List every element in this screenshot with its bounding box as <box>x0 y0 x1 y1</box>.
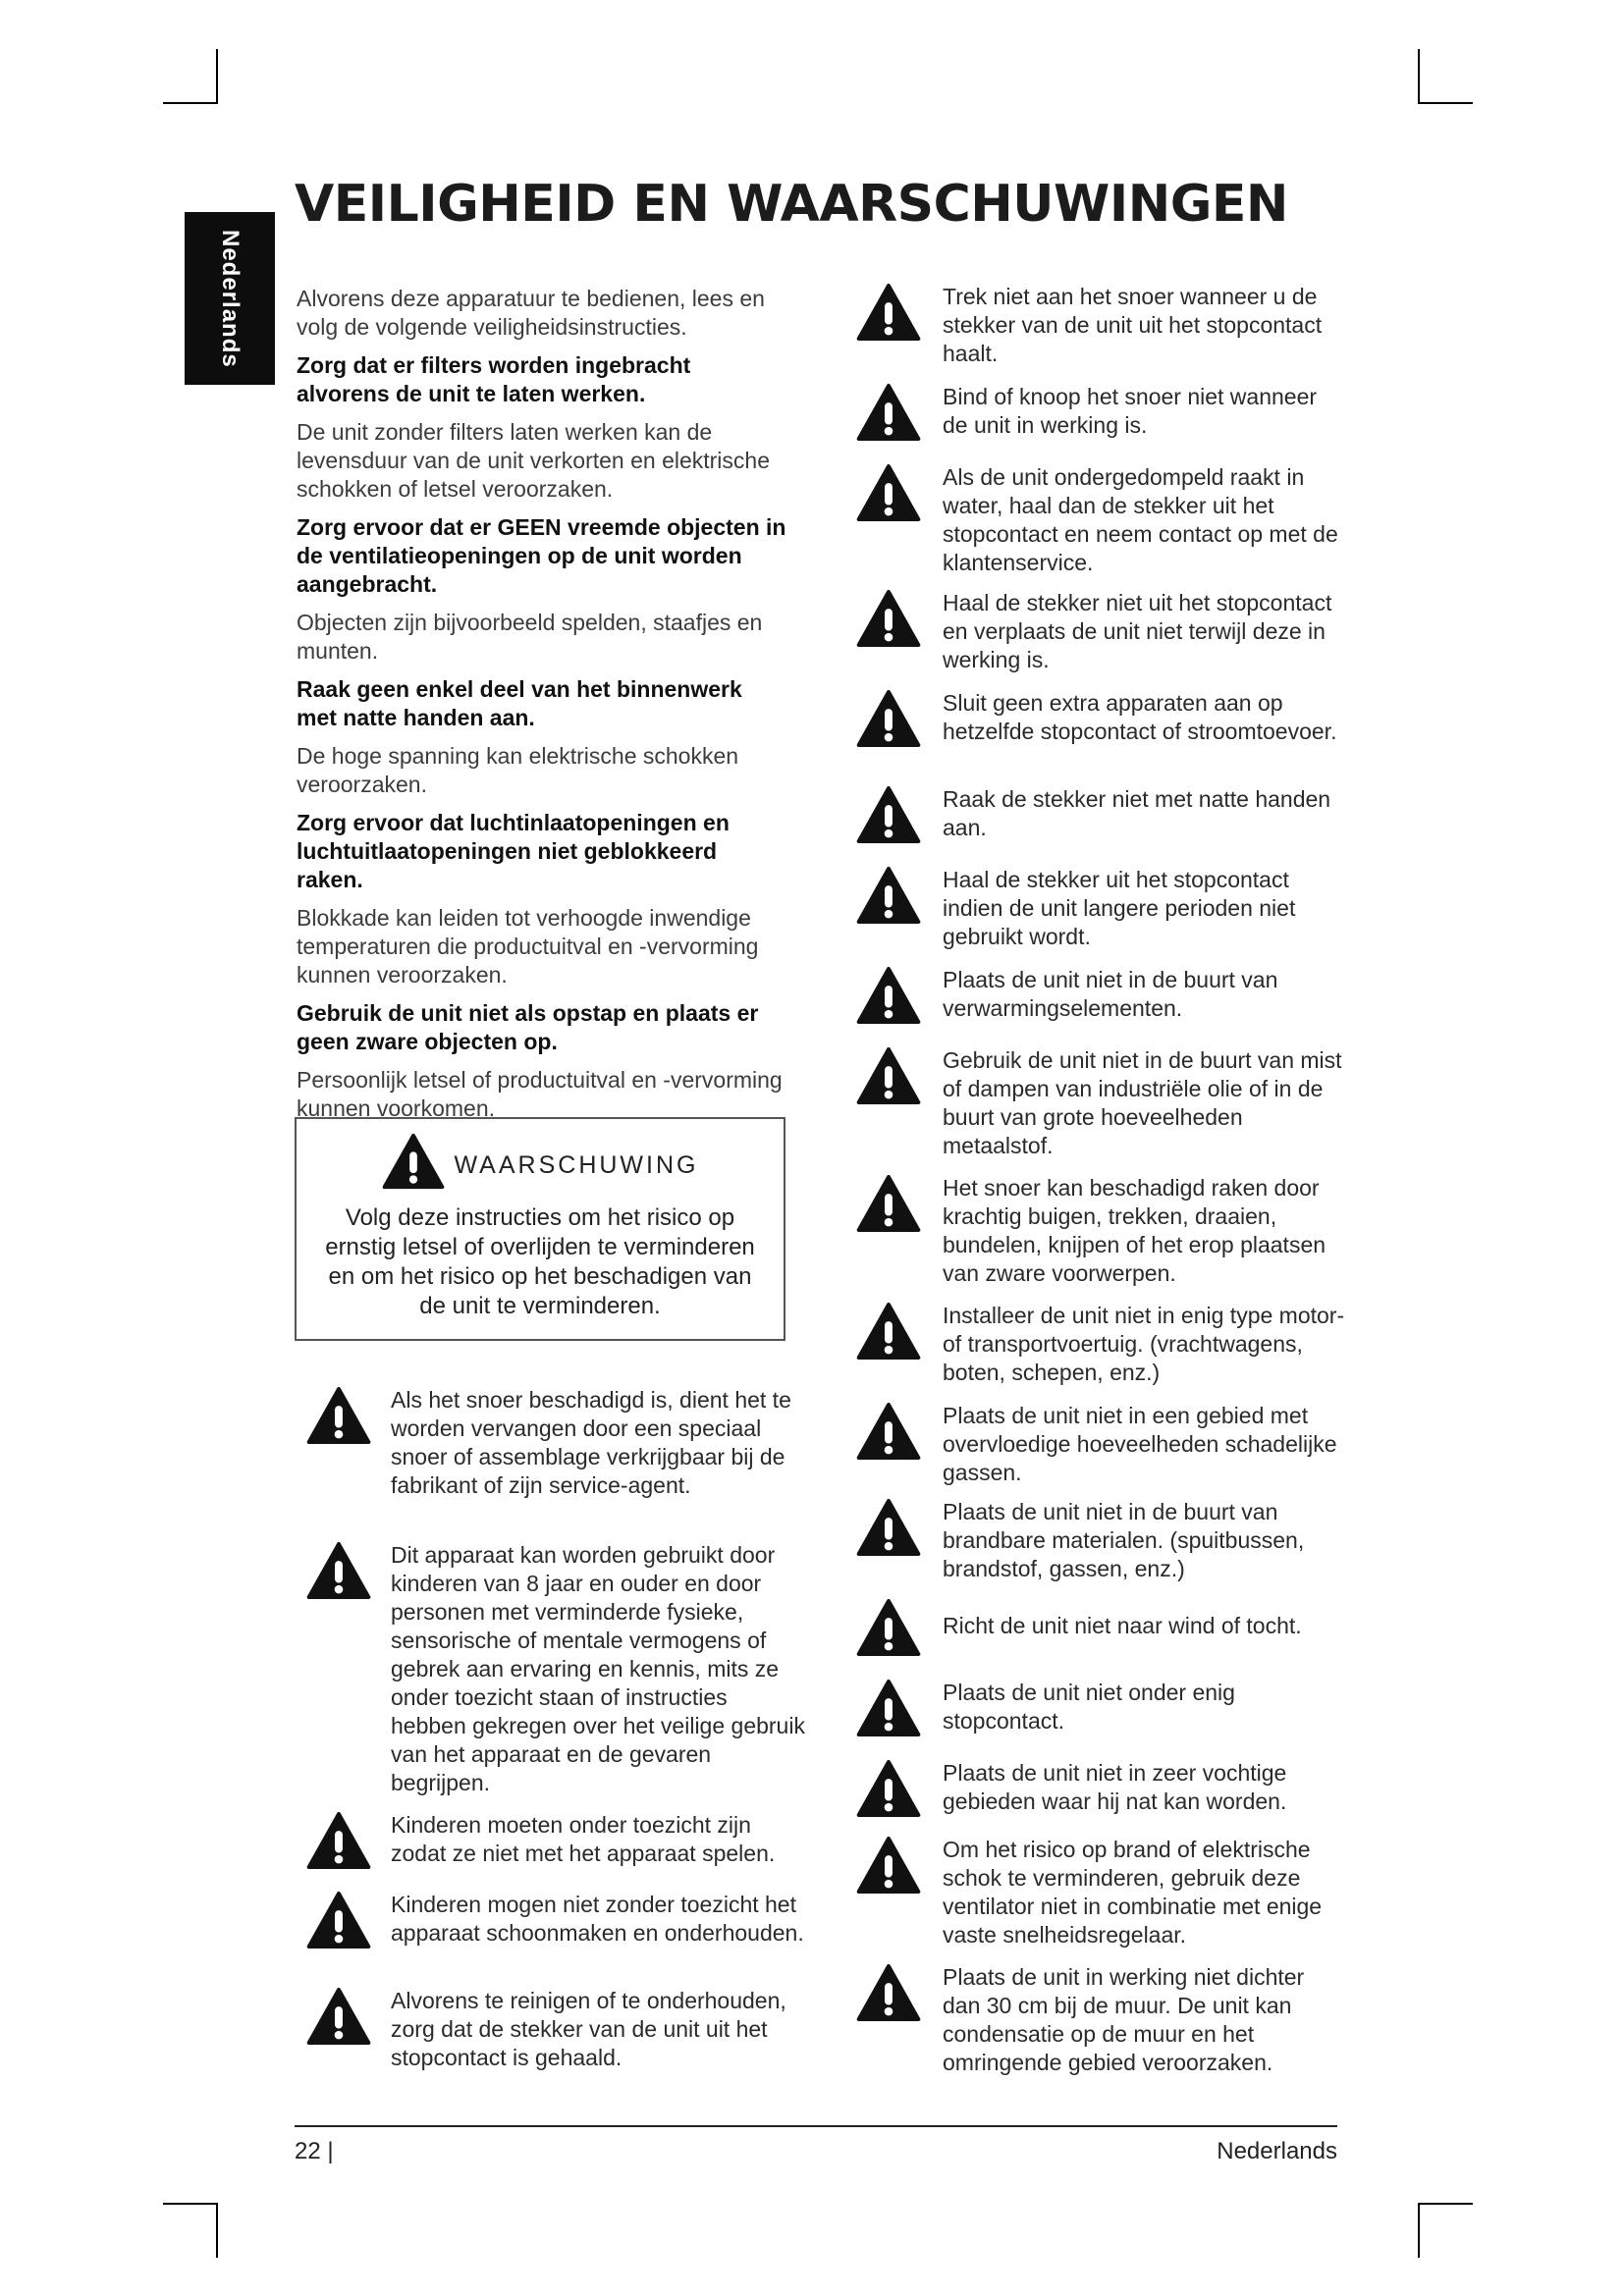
warning-item <box>856 463 1347 577</box>
warning-text: Bind of knoop het snoer niet wanneer de unit in werking is. <box>943 384 1318 438</box>
intro-paragraph: Objecten zijn bijvoorbeeld spelden, staafjes en munten. <box>297 610 763 664</box>
warning-item <box>856 383 1347 442</box>
warning-icon <box>306 1386 371 1445</box>
intro-paragraph: Blokkade kan leiden tot verhoogde inwendige temperaturen die productuitval en -vervorming kunnen veroorzaken. <box>297 905 759 988</box>
warning-icon <box>856 1598 921 1657</box>
warning-text: Sluit geen extra apparaten aan op hetzelfde stopcontact of stroomtoevoer. <box>943 690 1337 744</box>
warning-icon <box>382 1133 445 1190</box>
warning-box-text: Volg deze instructies om het risico op ernstig letsel of overlijden te verminderen en om het risico op het beschadigen van de unit te verminderen. <box>325 1204 755 1319</box>
intro-paragraph: Alvorens deze apparatuur te bedienen, lees en volg de volgende veiligheidsinstructies. <box>297 286 765 340</box>
warning-item <box>856 966 1347 1025</box>
warning-icon <box>856 1963 921 2022</box>
warning-item <box>856 1963 1347 2077</box>
warning-icon <box>306 1891 371 1949</box>
warning-item <box>306 1987 807 2072</box>
warning-text: Als de unit ondergedompeld raakt in water, haal dan de stekker uit het stopcontact en neem contact op met de klantenservice. <box>943 464 1338 575</box>
warning-text: Plaats de unit niet in een gebied met overvloedige hoeveelheden schadelijke gassen. <box>943 1403 1337 1485</box>
warning-text: Dit apparaat kan worden gebruikt door kinderen van 8 jaar en ouder en door personen met verminderde fysieke, sensorische of mentale vermogens of gebrek aan ervaring en kennis, mits ze onder toezicht staan of instructies hebben gekregen over het veilige gebruik van het apparaat en de gevaren begrijpen. <box>391 1542 805 1795</box>
crop-mark <box>1418 2203 1473 2205</box>
warning-text: Installeer de unit niet in enig type motor- of transportvoertuig. (vrachtwagens, boten, schepen, enz.) <box>943 1303 1345 1385</box>
warning-item <box>856 1759 1347 1818</box>
warning-text: Trek niet aan het snoer wanneer u de stekker van de unit uit het stopcontact haalt. <box>943 284 1323 366</box>
page-title: VEILIGHEID EN WAARSCHUWINGEN <box>295 175 1288 234</box>
warning-text: Plaats de unit niet in de buurt van verwarmingselementen. <box>943 967 1278 1021</box>
footer-rule <box>295 2125 1337 2127</box>
intro-column <box>297 285 787 1133</box>
warning-icon <box>856 1174 921 1233</box>
warning-text: Richt de unit niet naar wind of tocht. <box>943 1613 1302 1638</box>
warning-box-heading: WAARSCHUWING <box>454 1150 699 1179</box>
crop-mark <box>1418 49 1420 104</box>
intro-heading: Zorg ervoor dat er GEEN vreemde objecten in de ventilatieopeningen op de unit worden aangebracht. <box>297 514 786 597</box>
warning-text: Alvorens te reinigen of te onderhouden, zorg dat de stekker van de unit uit het stopcontact is gehaald. <box>391 1988 786 2070</box>
warning-text: Raak de stekker niet met natte handen aan. <box>943 786 1331 840</box>
warning-item <box>856 1598 1347 1657</box>
crop-mark <box>216 49 218 104</box>
warning-box-header <box>297 1133 784 1190</box>
crop-mark <box>1418 102 1473 104</box>
warning-item <box>306 1386 807 1500</box>
warning-box <box>295 1117 785 1341</box>
warning-icon <box>856 1759 921 1818</box>
warning-text: Kinderen moeten onder toezicht zijn zodat ze niet met het apparaat spelen. <box>391 1812 776 1866</box>
warning-item <box>856 283 1347 368</box>
warning-text: Haal de stekker niet uit het stopcontact en verplaats de unit niet terwijl deze in werking is. <box>943 590 1332 672</box>
intro-paragraph: De unit zonder filters laten werken kan de levensduur van de unit verkorten en elektrische schokken of letsel veroorzaken. <box>297 419 771 502</box>
warning-text: Kinderen mogen niet zonder toezicht het apparaat schoonmaken en onderhouden. <box>391 1892 804 1946</box>
crop-mark <box>1418 2203 1420 2258</box>
warning-item <box>306 1541 807 1797</box>
warning-text: Plaats de unit niet onder enig stopcontact. <box>943 1680 1235 1734</box>
warning-item <box>856 589 1347 674</box>
warning-item <box>856 785 1347 844</box>
warning-text: Plaats de unit niet in zeer vochtige gebieden waar hij nat kan worden. <box>943 1760 1287 1814</box>
warning-icon <box>856 785 921 844</box>
warning-icon <box>306 1541 371 1600</box>
warning-icon <box>856 966 921 1025</box>
crop-mark <box>216 2203 218 2258</box>
warning-text: Plaats de unit niet in de buurt van brandbare materialen. (spuitbussen, brandstof, gassen, enz.) <box>943 1499 1305 1581</box>
warning-item <box>856 689 1347 748</box>
language-side-tab <box>185 212 275 385</box>
warning-icon <box>856 689 921 748</box>
warning-item <box>306 1891 807 1949</box>
intro-heading: Zorg dat er filters worden ingebracht alvorens de unit te laten werken. <box>297 352 691 406</box>
warning-icon <box>856 1679 921 1737</box>
warning-icon <box>856 1836 921 1895</box>
warning-icon <box>856 283 921 342</box>
warning-item <box>856 1402 1347 1487</box>
warning-item <box>856 1679 1347 1737</box>
intro-heading: Zorg ervoor dat luchtinlaatopeningen en luchtuitlaatopeningen niet geblokkeerd raken. <box>297 810 730 892</box>
warning-item <box>856 1046 1347 1160</box>
intro-heading: Raak geen enkel deel van het binnenwerk met natte handen aan. <box>297 676 742 730</box>
warning-item <box>856 1836 1347 1949</box>
warning-icon <box>856 463 921 522</box>
intro-paragraph: Persoonlijk letsel of productuitval en -vervorming kunnen voorkomen. <box>297 1067 783 1121</box>
warning-text: Plaats de unit in werking niet dichter dan 30 cm bij de muur. De unit kan condensatie op de muur en het omringende gebied veroorzaken. <box>943 1964 1305 2075</box>
warning-item <box>306 1811 807 1870</box>
crop-mark <box>163 102 218 104</box>
warning-icon <box>856 1302 921 1361</box>
intro-heading: Gebruik de unit niet als opstap en plaats er geen zware objecten op. <box>297 1000 759 1054</box>
crop-mark <box>163 2203 218 2205</box>
warning-text: Haal de stekker uit het stopcontact indien de unit langere perioden niet gebruikt wordt. <box>943 867 1296 949</box>
warning-icon <box>306 1811 371 1870</box>
warning-item <box>856 866 1347 951</box>
warning-item <box>856 1302 1347 1387</box>
warning-icon <box>856 866 921 925</box>
warning-icon <box>856 1046 921 1105</box>
page-number: 22 | <box>295 2138 334 2164</box>
side-tab-label: Nederlands <box>217 229 244 368</box>
warning-icon <box>856 1498 921 1557</box>
warning-text: Het snoer kan beschadigd raken door krachtig buigen, trekken, draaien, bundelen, knijpen of het erop plaatsen van zware voorwerpen. <box>943 1175 1326 1286</box>
warning-item <box>856 1174 1347 1288</box>
warning-icon <box>306 1987 371 2046</box>
warning-text: Als het snoer beschadigd is, dient het te worden vervangen door een speciaal snoer of assemblage verkrijgbaar bij de fabrikant of zijn service-agent. <box>391 1387 791 1498</box>
warning-text: Gebruik de unit niet in de buurt van mist of dampen van industriële olie of in de buurt van grote hoeveelheden metaalstof. <box>943 1047 1342 1158</box>
warning-text: Om het risico op brand of elektrische schok te verminderen, gebruik deze ventilator niet in combinatie met enige vaste snelheidsregelaar. <box>943 1837 1323 1948</box>
warning-icon <box>856 1402 921 1461</box>
footer-language: Nederlands <box>1217 2138 1337 2164</box>
warning-icon <box>856 589 921 648</box>
warning-item <box>856 1498 1347 1583</box>
intro-paragraph: De hoge spanning kan elektrische schokken veroorzaken. <box>297 743 739 797</box>
warning-icon <box>856 383 921 442</box>
